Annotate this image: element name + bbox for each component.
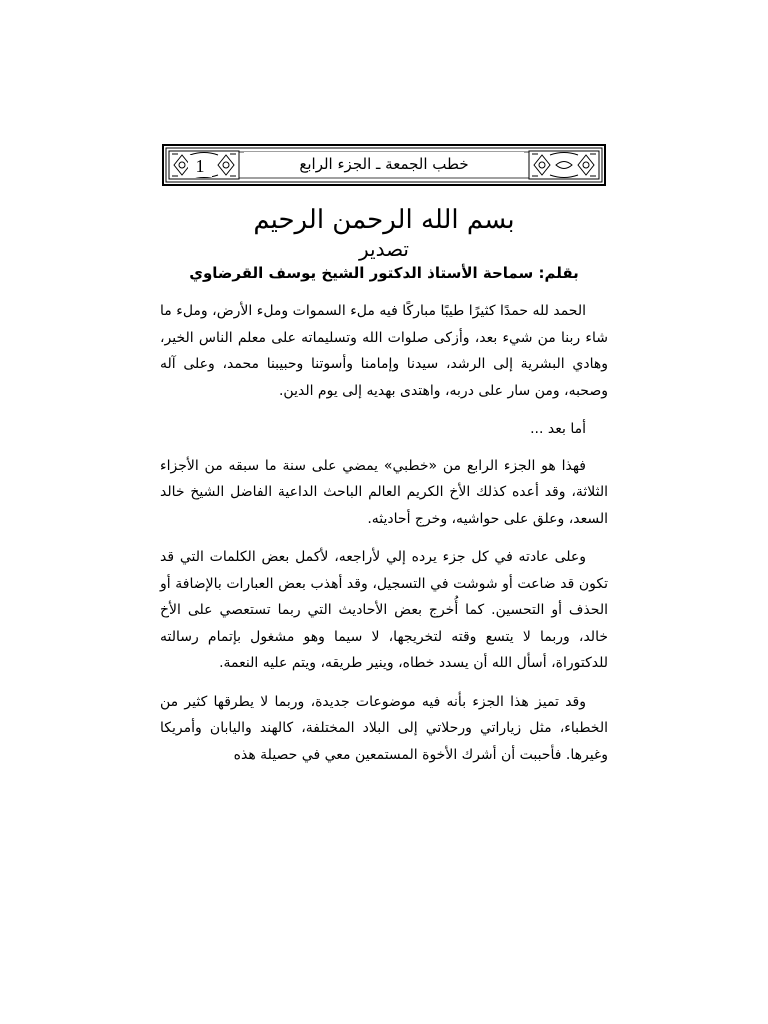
paragraph: فهذا هو الجزء الرابع من «خطبي» يمضي على سنة ما سبقه من الأجزاء الثلاثة، وقد أعده كذلك الأخ الكريم العالم الباحث الداعية الفاضل الشيخ خالد السعد، وعلق على حواشيه، وخرج أحاديثه.	[160, 457, 608, 527]
basmala-heading: بسم الله الرحمن الرحيم	[253, 205, 515, 235]
body-text	[160, 298, 608, 780]
page-number: 1	[188, 155, 212, 177]
paragraph: أما بعد ...	[530, 421, 586, 437]
running-header-title: خطب الجمعة ـ الجزء الرابع	[244, 152, 524, 176]
paragraph: الحمد لله حمدًا كثيرًا طيبًا مباركًا فيه ملء السموات وملء الأرض، وملء ما شاء ربنا من شيء بعد، وأزكى صلوات الله وتسليماته على معلم الناس الخير، وهادي البشرية إلى الرشد، سيدنا وإمامنا وأسوتنا وحبيبنا محمد، وعلى آله وصحبه، ومن سار على دربه، واهتدى بهديه إلى يوم الدين.	[160, 303, 608, 399]
author-byline: بقلم: سماحة الأستاذ الدكتور الشيخ يوسف القرضاوي	[189, 264, 579, 282]
paragraph: وعلى عادته في كل جزء يرده إلي لأراجعه، لأكمل بعض الكلمات التي قد تكون قد ضاعت أو شوشت في التسجيل، وقد أهذب بعض العبارات بالإضافة أو الحذف أو التحسين. كما أُخرج بعض الأحاديث التي ربما تستعصي على الأخ خالد، وربما لا يتسع وقته لتخريجها، لا سيما وهو مشغول بإتمام رسالته للدكتوراة، أسأل الله أن يسدد خطاه، وينير طريقه، ويتم عليه النعمة.	[160, 549, 608, 671]
header-frame	[162, 144, 606, 186]
right-ornament-icon	[529, 151, 599, 179]
paragraph: وقد تميز هذا الجزء بأنه فيه موضوعات جديدة، وربما لا يطرقها كثير من الخطباء، مثل زياراتي ورحلاتي إلى البلاد المختلفة، كالهند واليابان وأمريكا وغيرها. فأحببت أن أشرك الأخوة المستمعين معي في حصيلة هذه	[160, 693, 608, 763]
section-title: تصدير	[358, 237, 409, 261]
